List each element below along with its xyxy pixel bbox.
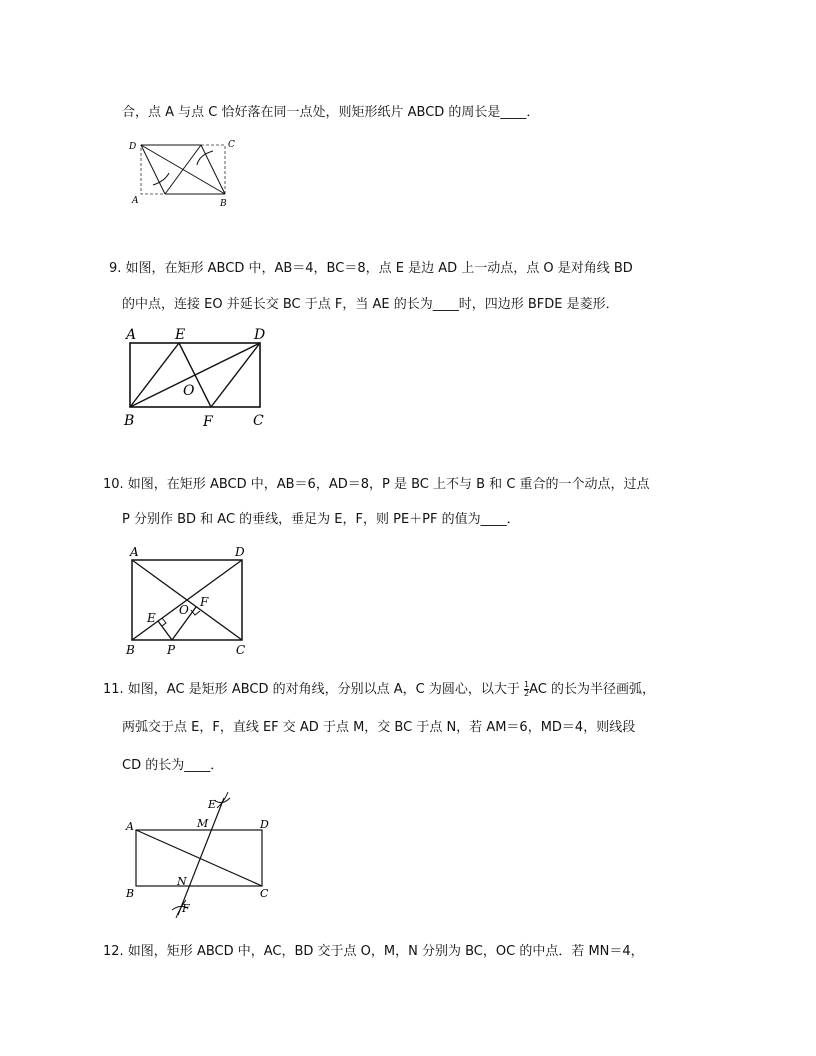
q9-figure xyxy=(120,320,280,435)
q11-label-d: D xyxy=(260,818,269,831)
q9-label-d: D xyxy=(254,327,266,343)
q11-text-line2: 两弧交于点 E，F，直线 EF 交 AD 于点 M，交 BC 于点 N，若 AM＝6，MD＝4，则线段 xyxy=(122,720,636,735)
q11-diagonal-ac xyxy=(136,830,262,886)
q11-label-m: M xyxy=(197,817,209,830)
q8-label-b: B xyxy=(220,199,227,209)
q11-text-line1 xyxy=(103,680,655,700)
q9-label-b: B xyxy=(124,413,135,429)
q11-label-b: B xyxy=(126,887,135,900)
q9-segment-fd xyxy=(211,343,260,407)
q10-text-line2: P 分别作 BD 和 AC 的垂线，垂足为 E，F，则 PE＋PF 的值为____． xyxy=(122,512,520,527)
q11-label-f: F xyxy=(182,902,190,915)
q11-text-line1a: 11. 如图，AC 是矩形 ABCD 的对角线，分别以点 A，C 为圆心，以大于 xyxy=(103,682,524,697)
q10-label-c: C xyxy=(236,643,246,657)
q10-label-e: E xyxy=(147,611,156,625)
q9-text-line1: 9. 如图，在矩形 ABCD 中，AB＝4，BC＝8，点 E 是边 AD 上一动点，点 O 是对角线 BD xyxy=(109,261,633,276)
q11-label-e: E xyxy=(208,798,217,811)
q8-label-a: A xyxy=(132,196,139,206)
q9-label-a: A xyxy=(126,327,137,343)
q11-label-n: N xyxy=(177,875,187,888)
q11-figure xyxy=(120,790,280,925)
q10-label-b: B xyxy=(126,643,135,657)
q8-figure xyxy=(125,135,240,210)
q10-label-a: A xyxy=(130,545,139,559)
q11-frac-num: 1 xyxy=(523,680,530,689)
q8-text: 合，点 A 与点 C 恰好落在同一点处，则矩形纸片 ABCD 的周长是____． xyxy=(122,105,540,120)
q10-label-d: D xyxy=(235,545,245,559)
q11-text-line3: CD 的长为____． xyxy=(122,758,224,773)
q8-label-d: D xyxy=(129,142,137,152)
q10-text-line1: 10. 如图，在矩形 ABCD 中，AB＝6，AD＝8，P 是 BC 上不与 B 和 C 重合的一个动点，过点 xyxy=(103,477,650,492)
q12-text-line1: 12. 如图，矩形 ABCD 中，AC，BD 交于点 O，M，N 分别为 BC，OC 的中点．若 MN＝4， xyxy=(103,944,644,959)
q10-figure xyxy=(120,540,260,660)
q10-label-o: O xyxy=(179,603,189,617)
q8-fold-line xyxy=(165,145,201,194)
q9-label-f: F xyxy=(203,414,213,430)
q10-label-p: P xyxy=(167,643,176,657)
q9-label-e: E xyxy=(175,327,186,343)
q9-text-line2: 的中点，连接 EO 并延长交 BC 于点 F，当 AE 的长为____时，四边形 BFDE 是菱形． xyxy=(122,297,619,312)
q9-segment-be xyxy=(130,343,179,407)
q10-label-f: F xyxy=(200,595,209,609)
q9-label-c: C xyxy=(253,413,264,429)
q10-right-angle-e xyxy=(162,618,166,626)
q11-text-line1b: AC 的长为半径画弧， xyxy=(529,682,655,697)
q11-label-c: C xyxy=(260,887,269,900)
q11-frac-den: 2 xyxy=(523,689,530,698)
q11-label-a: A xyxy=(126,820,134,833)
q11-arc-top-2 xyxy=(217,792,228,808)
q8-label-c: C xyxy=(228,140,235,150)
q9-label-o: O xyxy=(183,383,195,399)
q11-line-ef xyxy=(178,798,224,915)
